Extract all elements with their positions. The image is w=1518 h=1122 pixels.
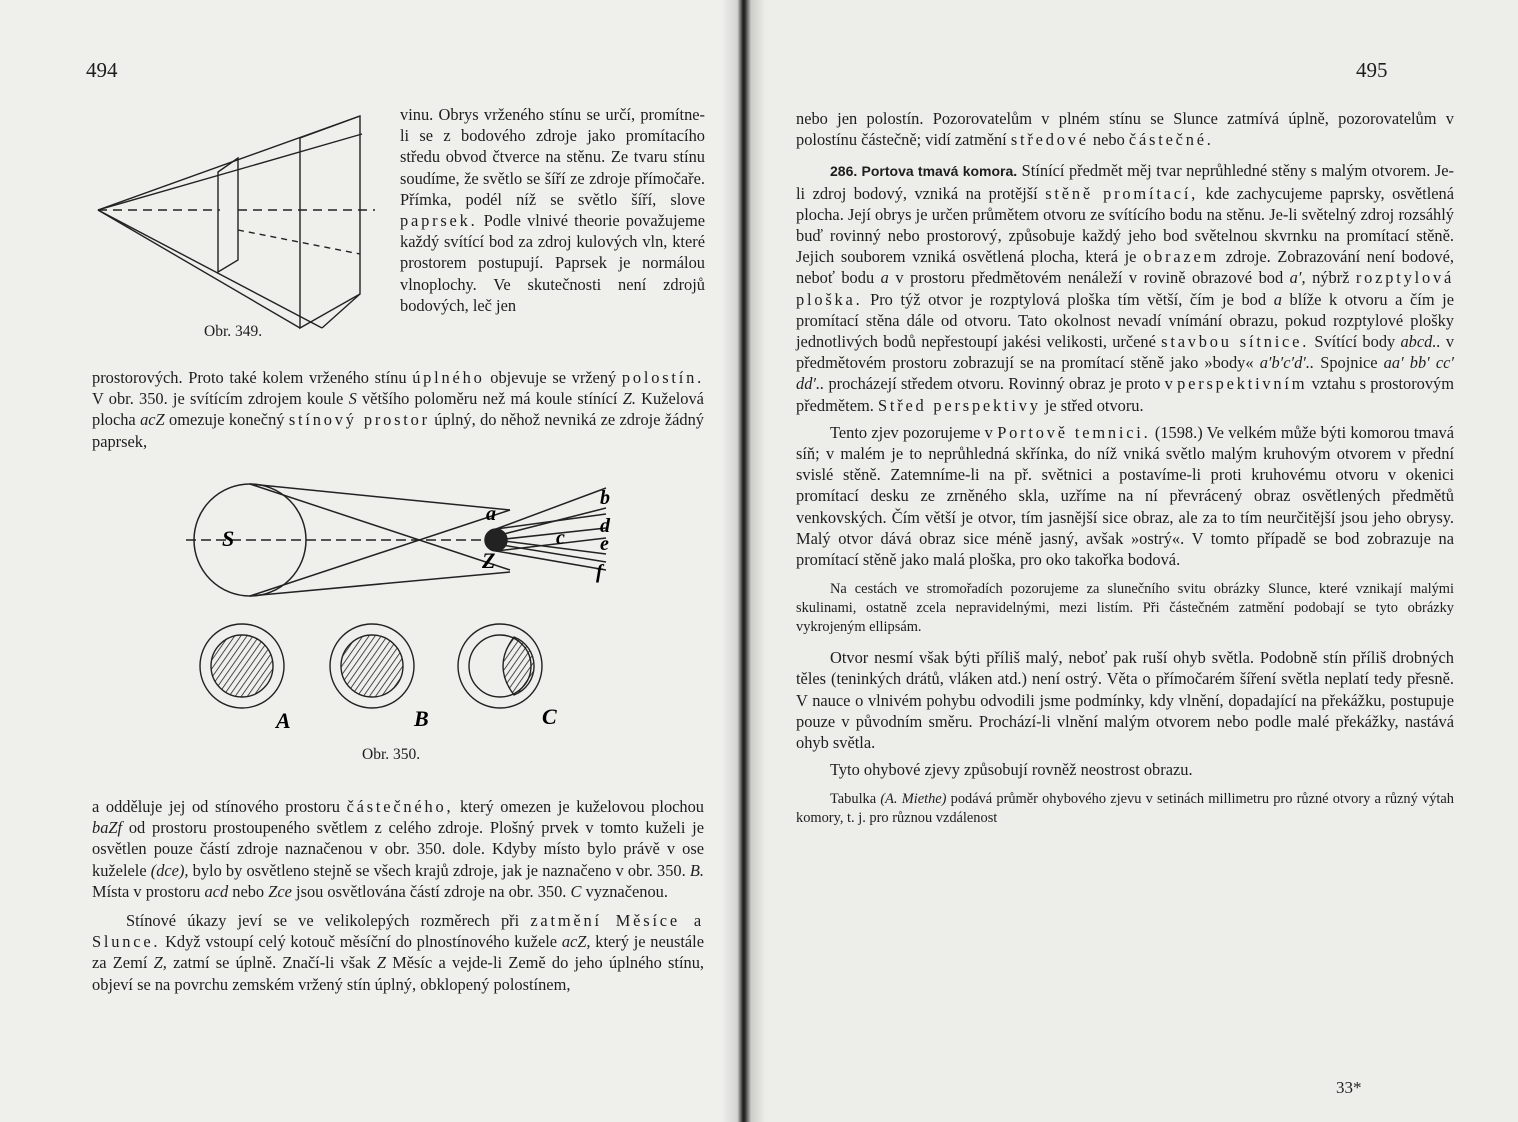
emphasis-polostin: polostín. bbox=[621, 368, 705, 387]
emphasis-paprsek: paprsek. bbox=[400, 211, 478, 231]
emphasis-obrazem: obrazem bbox=[1143, 247, 1220, 267]
text: jsou osvětlována částí zdroje na obr. 350. bbox=[296, 881, 567, 901]
text: který omezen je kuželovou plochou bbox=[459, 797, 704, 816]
emphasis-uplneho: úplného bbox=[412, 368, 485, 387]
figure-349 bbox=[90, 110, 390, 340]
text: vyznačenou. bbox=[585, 881, 668, 901]
variable: a′, bbox=[1289, 268, 1306, 288]
paragraph-1 bbox=[92, 367, 704, 452]
text: Kuželová plocha bbox=[92, 389, 704, 430]
text: Tento zjev pozorujeme v bbox=[830, 422, 993, 442]
label-c: c bbox=[556, 527, 565, 549]
text: nebo jen polostín. Pozorovatelům v plném stínu se Slunce zatmívá úplně, pozorovatelům v polostínu částečně; vidí zatmění bbox=[796, 109, 1454, 150]
variable: Z bbox=[376, 953, 386, 973]
left-page bbox=[0, 0, 744, 1122]
text: v prostoru předmětovém nenáleží v rovině obrazové bod bbox=[895, 268, 1284, 288]
text: v předmětovém prostoru zobrazují se na promítací stěně jako »body« bbox=[796, 332, 1455, 373]
text: prostorových. Proto také kolem vrženého stínu bbox=[92, 368, 407, 387]
section-heading: 286. Portova tmavá komora. bbox=[830, 163, 1018, 180]
text: (1598.) Ve velkém může býti komorou tmavá síň; v malém je to neprůhledná skřínka, do níž vniká světlo malým kruhovým otvorem v přední svislé stěně. Zatemníme-li na př. světnici a postavíme-li proti kruhovému otvoru v okenici promítací desku ze zrněného skla, uzříme na ní převrácený obraz osvětlených předmětů venkovských. Čím větší je otvor, tím jasnější sice obraz, ale za to tím neurčitější jsou jeho obrysy. Malý otvor dává obraz sice méně jasný, avšak »ostrý«. V tomto případě se bod zobrazuje na promítací stěně jako malá ploška, pro oko takořka bodová. bbox=[796, 422, 1454, 570]
book-gutter bbox=[722, 0, 766, 1122]
text: a odděluje jej od stínového prostoru bbox=[92, 797, 340, 816]
variable: (A. Miethe) bbox=[880, 791, 947, 808]
text: úplný, do něhož nevniká ze zdroje žádný paprsek, bbox=[92, 410, 704, 451]
variable: Z. bbox=[622, 389, 636, 409]
emphasis-rozptylova: rozptylová ploška. bbox=[796, 268, 1455, 309]
text: vztahu s prostorovým předmětem. bbox=[796, 374, 1454, 415]
figure-349-caption: Obr. 349. bbox=[204, 323, 263, 340]
text: bylo by osvětleno stejně se všech krajů zdroje, jak je naznačeno v obr. 350. bbox=[192, 860, 686, 880]
text: procházejí středem otvoru. Rovinný obraz je proto v bbox=[828, 374, 1173, 394]
label-e: e bbox=[600, 533, 609, 555]
text: Stínové úkazy jeví se ve velikolepých rozměrech při bbox=[126, 911, 520, 931]
variable: B. bbox=[689, 860, 704, 880]
emphasis-zatmeni: zatmění Měsíce a Slunce. bbox=[92, 911, 704, 952]
variable: a bbox=[880, 268, 889, 288]
text: Pro týž otvor je rozptylová ploška tím větší, čím je bod bbox=[870, 289, 1267, 309]
emphasis-castecneho: částečného, bbox=[346, 797, 454, 816]
variable: baZf bbox=[92, 818, 123, 838]
variable: C bbox=[570, 881, 582, 901]
variable: (dce), bbox=[150, 860, 189, 880]
variable: Z, bbox=[153, 953, 167, 973]
right-page bbox=[744, 0, 1518, 1122]
text: Tabulka bbox=[830, 791, 877, 808]
text: je střed otvoru. bbox=[1044, 395, 1144, 415]
paragraph-2 bbox=[92, 796, 704, 995]
label-S: S bbox=[222, 526, 235, 551]
label-b: b bbox=[600, 487, 610, 509]
text: nebo bbox=[232, 881, 265, 901]
text: Místa v prostoru bbox=[92, 881, 201, 901]
label-C: C bbox=[542, 704, 557, 729]
text: V obr. 350. je svítícím zdrojem koule bbox=[92, 389, 344, 409]
variable: acZ, bbox=[561, 932, 591, 952]
variable: S bbox=[348, 389, 357, 409]
label-A: A bbox=[276, 708, 291, 733]
right-text-column bbox=[796, 108, 1454, 828]
paragraph-ohyb: Otvor nesmí však býti příliš malý, neboť pak ruší ohyb světla. Podobně stín příliš drobných těles (teninkých drátů, vláken atd.) není ostrý. Věta o přímočarém šíření světla neplatí tedy přesně. V nauce o vlnivém pohybu odvodili jsme podmínky, kdy vlnění, dopadající na překážku, postupuje pouze v původním směru. Prochází-li vlnění malým otvorem nebo podle malé překážky, nastává ohyb světla. bbox=[796, 648, 1454, 753]
label-a: a bbox=[486, 503, 496, 525]
page-number-right: 495 bbox=[1356, 58, 1388, 82]
text: podává průměr ohybového zjevu v setinách millimetru pro různé otvory a různý výtah komory, t. j. pro různou vzdálenost bbox=[796, 791, 1454, 827]
variable: a bbox=[1273, 289, 1282, 309]
variable: a′b′c′d′.. bbox=[1259, 353, 1315, 373]
variable: acZ bbox=[140, 410, 165, 430]
text: od prostoru prostoupeného světlem z celého zdroje. Plošný prvek v tomto kuželi je osvětlen pouze částí zdroje naznačenou v obr. 350. dole. Kdyby místo bylo právě v ose kuželele bbox=[92, 818, 704, 880]
text: omezuje konečný bbox=[169, 410, 285, 430]
page-number-left: 494 bbox=[86, 58, 118, 82]
variable: Zce bbox=[268, 881, 292, 901]
text: Stínící předmět měj tvar neprůhledné stěny s malým otvorem. Je-li zdroj bodový, vzniká na protější bbox=[796, 161, 1454, 203]
emphasis-stred: Střed perspektivy bbox=[877, 395, 1041, 415]
emphasis-stene: stěně promítací, bbox=[1045, 183, 1199, 203]
wrap-text: vinu. Obrys vrženého stínu se určí, promítne-li se z bodového zdroje jako promítacího středu obvod čtverce na stěnu. Ze tvaru stínu soudíme, že světlo se šíří ze zdroje přímočaře. Přímka, podél níž se světlo šíří, slove bbox=[400, 105, 705, 209]
label-Z: Z bbox=[482, 548, 496, 573]
text: Když vstoupí celý kotouč měsíční do plnostínového kužele bbox=[165, 932, 558, 952]
emphasis-stredove: středové bbox=[1010, 130, 1089, 150]
text: nýbrž bbox=[1312, 268, 1350, 288]
emphasis-castecne: částečné. bbox=[1128, 130, 1214, 150]
emphasis-stavbou: stavbou sítnice. bbox=[1161, 332, 1310, 352]
figure-350 bbox=[180, 478, 620, 748]
paragraph-neostrost: Tyto ohybové zjevy způsobují rovněž neostrost obrazu. bbox=[830, 760, 1193, 780]
variable: abcd.. bbox=[1400, 332, 1441, 352]
emphasis-perspektivnim: perspektivním bbox=[1177, 374, 1308, 394]
text: Měsíc a vejde-li Země do jeho úplného stínu, objeví se na povrchu zemském vržený stín úplný, obklopený polostínem, bbox=[92, 953, 704, 994]
variable: acd bbox=[204, 881, 229, 901]
text: Svítící body bbox=[1314, 332, 1396, 352]
text: zatmí se úplně. Značí-li však bbox=[173, 953, 371, 973]
label-d: d bbox=[600, 515, 610, 537]
text: blíže k otvoru a čím je promítací stěna dále od otvoru. Tato okolnost nevadí vnímání obrazu, pokud rozptylové plošky jednotlivých bodů nepřestoupí jakési velikosti, určené bbox=[796, 289, 1454, 352]
text: kde zachycujeme paprsky, osvětlená plocha. Její obrys je určen průmětem otvoru ze svítícího bodu na stěnu. Je-li světelný zdroj rozsáhlý buď rovinný nebo prostorový, způsobuje každý jeho bod světelnou skvrnku na promítací stěně. Jejich souborem vzniká osvětlená plocha, která je bbox=[796, 183, 1454, 267]
sheet-mark: 33* bbox=[1336, 1078, 1362, 1097]
label-f: f bbox=[596, 561, 603, 583]
text: většího poloměru než má koule stínící bbox=[361, 389, 618, 409]
variable: aa′ bb′ cc′ dd′.. bbox=[796, 353, 1454, 394]
wrap-text-2: Podle vlnivé theorie považujeme každý svítící bod za zdroj kulových vln, které prostorem postupují. Paprsek je normálou vlnoplochy. Ve skutečnosti není zdrojů bodových, leč jen bbox=[400, 211, 705, 315]
text: nebo bbox=[1092, 130, 1125, 150]
text: který je neustále za Zemí bbox=[92, 932, 704, 973]
text: objevuje se vržený bbox=[490, 368, 617, 387]
text: Spojnice bbox=[1320, 353, 1378, 373]
label-B: B bbox=[414, 706, 429, 731]
emphasis-portove-temnici: Portově temnici. bbox=[997, 422, 1151, 442]
emphasis-stinovy-prostor: stínový prostor bbox=[288, 410, 430, 430]
text: zdroje. Zobrazování není bodové, neboť bodu bbox=[796, 247, 1454, 288]
small-print-paragraph: Na cestách ve stromořadích pozorujeme za slunečního svitu obrázky Slunce, které vznikají malými skulinami, ostatně zcela nepravidelnými, mezi listím. Při částečném zatmění podobají se tyto obrázky vykrojeným ellipsám. bbox=[796, 581, 1454, 636]
wrap-text-block bbox=[400, 104, 705, 316]
figure-350-caption: Obr. 350. bbox=[362, 746, 421, 763]
